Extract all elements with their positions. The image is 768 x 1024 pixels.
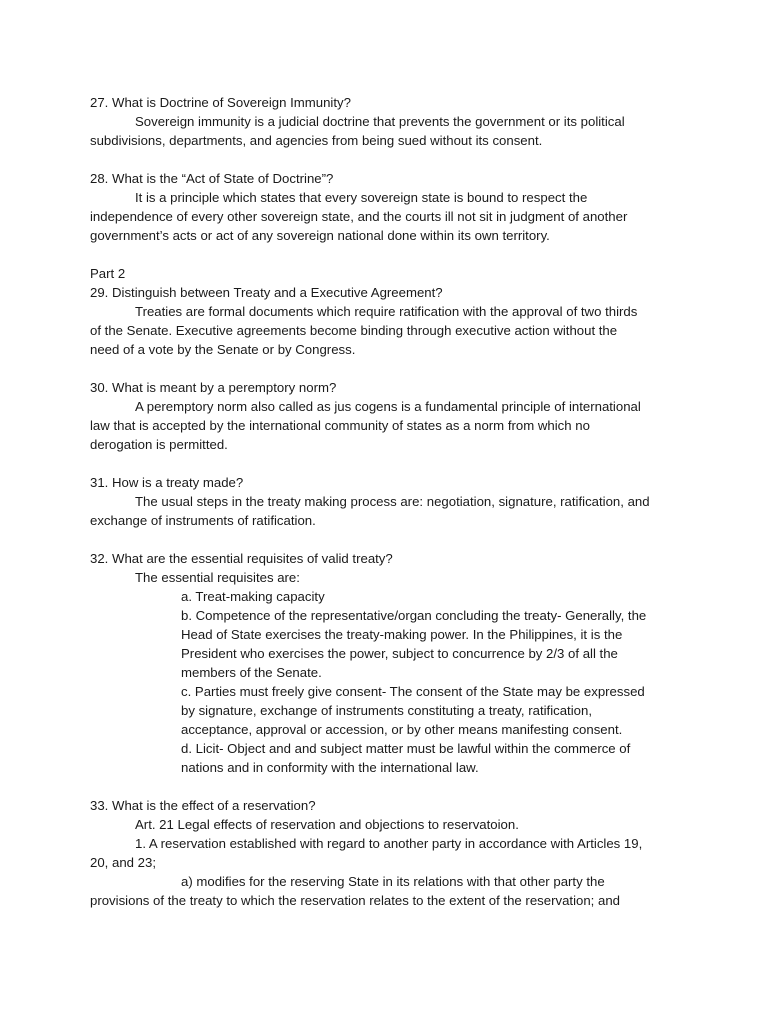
requisite-b-line-3: President who exercises the power, subject to concurrence by 2/3 of all the xyxy=(181,646,618,661)
requisite-b-line-1: b. Competence of the representative/organ concluding the treaty- Generally, the xyxy=(181,608,647,623)
answer-30-line-3: derogation is permitted. xyxy=(90,437,228,452)
answer-28-line-2: independence of every other sovereign state, and the courts ill not sit in judgment of another xyxy=(90,209,628,224)
requisite-c-line-1: c. Parties must freely give consent- The consent of the State may be expressed xyxy=(181,684,645,699)
answer-31-line-2: exchange of instruments of ratification. xyxy=(90,513,316,528)
answer-30-line-2: law that is accepted by the international community of states as a norm from which no xyxy=(90,418,590,433)
question-32: 32. What are the essential requisites of valid treaty? xyxy=(90,551,393,566)
answer-31-line-1: The usual steps in the treaty making process are: negotiation, signature, ratification, and xyxy=(135,494,650,509)
article-21-sub-a-line-2: provisions of the treaty to which the reservation relates to the extent of the reservation; and xyxy=(90,893,620,908)
question-28: 28. What is the “Act of State of Doctrine”? xyxy=(90,171,334,186)
part-2-heading: Part 2 xyxy=(90,266,126,281)
requisite-c-line-3: acceptance, approval or accession, or by other means manifesting consent. xyxy=(181,722,623,737)
question-31: 31. How is a treaty made? xyxy=(90,475,244,490)
question-27: 27. What is Doctrine of Sovereign Immunity? xyxy=(90,95,351,110)
requisite-a: a. Treat-making capacity xyxy=(181,589,325,604)
answer-30-line-1: A peremptory norm also called as jus cogens is a fundamental principle of international xyxy=(135,399,641,414)
question-29: 29. Distinguish between Treaty and a Executive Agreement? xyxy=(90,285,443,300)
article-21-sub-a-line-1: a) modifies for the reserving State in its relations with that other party the xyxy=(181,874,605,889)
answer-28-line-3: government’s acts or act of any sovereign national done within its own territory. xyxy=(90,228,550,243)
article-21-point-1-line-2: 20, and 23; xyxy=(90,855,156,870)
answer-29-line-1: Treaties are formal documents which require ratification with the approval of two thirds xyxy=(135,304,638,319)
requisite-d-line-2: nations and in conformity with the international law. xyxy=(181,760,479,775)
article-21-heading: Art. 21 Legal effects of reservation and objections to reservatoion. xyxy=(135,817,519,832)
answer-27-line-2: subdivisions, departments, and agencies from being sued without its consent. xyxy=(90,133,543,148)
article-21-point-1-line-1: 1. A reservation established with regard to another party in accordance with Articles 19, xyxy=(135,836,643,851)
requisite-c-line-2: by signature, exchange of instruments constituting a treaty, ratification, xyxy=(181,703,592,718)
answer-29-line-2: of the Senate. Executive agreements become binding through executive action without the xyxy=(90,323,618,338)
question-30: 30. What is meant by a peremptory norm? xyxy=(90,380,337,395)
requisite-d-line-1: d. Licit- Object and and subject matter must be lawful within the commerce of xyxy=(181,741,631,756)
answer-29-line-3: need of a vote by the Senate or by Congress. xyxy=(90,342,356,357)
answer-28-line-1: It is a principle which states that every sovereign state is bound to respect the xyxy=(135,190,588,205)
question-33: 33. What is the effect of a reservation? xyxy=(90,798,316,813)
requisite-b-line-2: Head of State exercises the treaty-making power. In the Philippines, it is the xyxy=(181,627,623,642)
answer-27-line-1: Sovereign immunity is a judicial doctrine that prevents the government or its political xyxy=(135,114,625,129)
requisite-b-line-4: members of the Senate. xyxy=(181,665,322,680)
answer-32-intro: The essential requisites are: xyxy=(135,570,300,585)
